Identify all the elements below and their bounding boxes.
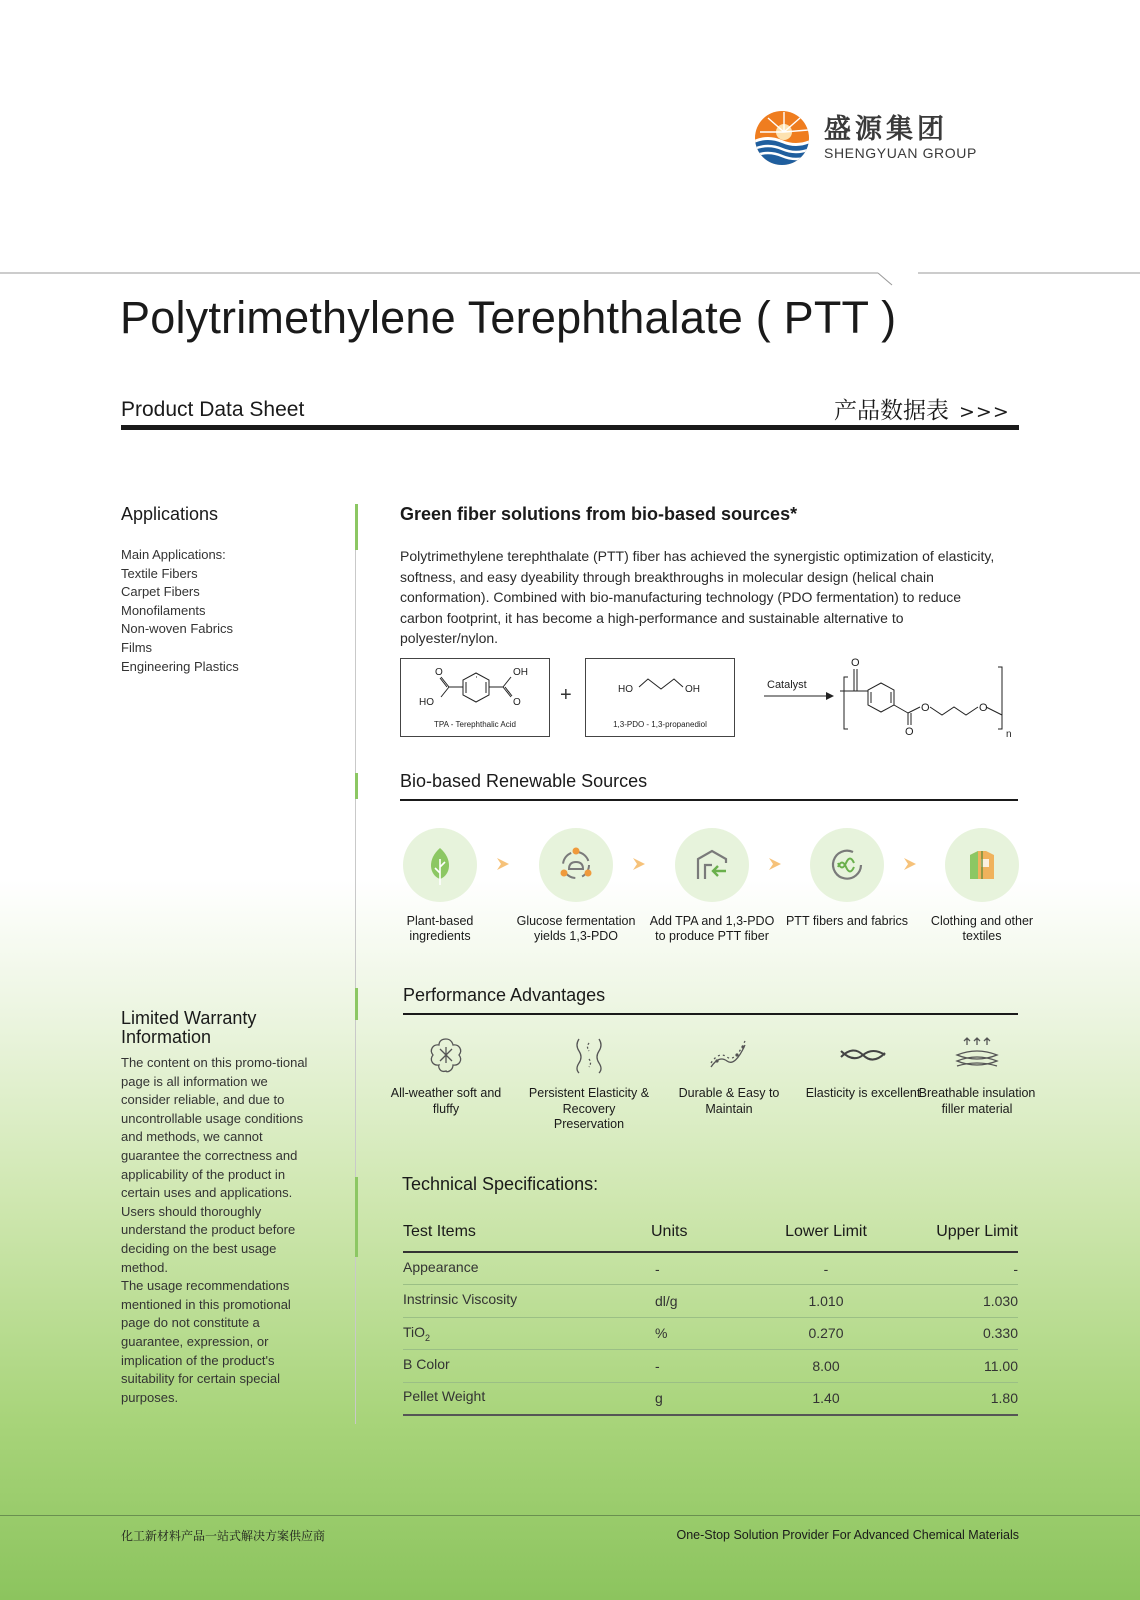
column-header: Units: [651, 1212, 756, 1252]
warranty-body: [121, 1054, 316, 1407]
spec-lower: 1.010: [756, 1285, 896, 1318]
spec-lower: 0.270: [756, 1317, 896, 1350]
pdo-structure-box: [585, 658, 735, 737]
atom-label: HO: [618, 684, 633, 695]
atom-label: O: [513, 697, 521, 708]
atom-label: O: [921, 702, 930, 714]
advantage-item: [526, 1036, 652, 1133]
advantage-item: [666, 1036, 792, 1117]
durable-icon: [707, 1035, 751, 1075]
bio-step: [375, 828, 505, 944]
atom-label: O: [979, 702, 988, 714]
spec-unit: %: [651, 1317, 756, 1350]
bio-step-circle: [945, 828, 1019, 902]
bio-step-label: PTT fibers and fabrics: [785, 914, 909, 928]
application-item: Textile Fibers: [121, 565, 198, 581]
spec-unit: -: [651, 1350, 756, 1383]
tpa-molecule-icon: [401, 659, 551, 719]
application-item: Carpet Fibers: [121, 584, 200, 600]
advantage-label: Elasticity is excellent: [805, 1086, 921, 1100]
table-row: [403, 1252, 1018, 1285]
advantage-label: Breathable insulation filler material: [918, 1086, 1036, 1116]
subtitle-marker: >>>: [959, 401, 1010, 423]
applications-title: Applications: [121, 504, 219, 524]
spec-lower: -: [756, 1252, 896, 1285]
spec-unit: -: [651, 1252, 756, 1285]
subtitle-cn: [834, 392, 1010, 425]
warranty-paragraph: Users should thoroughly understand the product before deciding on the best usage method.: [121, 1203, 296, 1275]
bio-step: [511, 828, 641, 944]
atom-label: OH: [513, 667, 528, 678]
applications-list: [121, 546, 239, 676]
bio-step-circle: [403, 828, 477, 902]
step-arrow-icon: [631, 856, 647, 872]
atom-label: HO: [419, 697, 434, 708]
section-marker: [355, 1177, 358, 1257]
spring-icon: [837, 1035, 889, 1075]
spec-unit: g: [651, 1382, 756, 1415]
spec-item: TiO$_2$: [403, 1317, 651, 1350]
page-title: Polytrimethylene Terephthalate ( PTT ): [120, 292, 897, 343]
brand-name-en: SHENGYUAN GROUP: [824, 145, 977, 161]
leaf-icon: [423, 845, 457, 885]
spec-item: Instrinsic Viscosity: [403, 1285, 651, 1318]
spec-item: B Color: [403, 1350, 651, 1383]
bio-step-circle: [810, 828, 884, 902]
specs-table: [403, 1212, 1018, 1416]
specs-heading: Technical Specifications:: [402, 1174, 599, 1194]
advantage-item: [800, 1036, 926, 1102]
bio-step: [647, 828, 777, 944]
footer-divider: [0, 1515, 1140, 1516]
advantage-label: Durable & Easy to Maintain: [678, 1086, 780, 1116]
applications-intro: Main Applications:: [121, 547, 226, 562]
step-arrow-icon: [495, 856, 511, 872]
spec-upper: -: [896, 1252, 1018, 1285]
spec-lower: 8.00: [756, 1350, 896, 1383]
soft-fluffy-icon: [426, 1035, 466, 1075]
reaction-arrow-icon: [764, 690, 834, 702]
bio-step-circle: [675, 828, 749, 902]
tpa-structure-box: [400, 658, 550, 737]
spec-item: Appearance: [403, 1252, 651, 1285]
step-arrow-icon: [902, 856, 918, 872]
elasticity-icon: [569, 1035, 609, 1075]
application-item: Films: [121, 639, 153, 655]
application-item: Engineering Plastics: [121, 658, 239, 674]
table-header-row: [403, 1212, 1018, 1252]
warranty-title: Limited Warranty Information: [121, 1008, 257, 1047]
advantage-item: [914, 1036, 1040, 1117]
application-item: Non-woven Fabrics: [121, 621, 233, 637]
advantage-label: All-weather soft and fluffy: [390, 1086, 502, 1116]
breathable-icon: [951, 1035, 1003, 1075]
bio-step: [782, 828, 912, 929]
fiber-icon: [827, 845, 867, 885]
clothing-icon: [962, 845, 1002, 885]
header-divider: [0, 272, 1140, 286]
spec-lower: 1.40: [756, 1382, 896, 1415]
table-row: [403, 1285, 1018, 1318]
section-marker: [355, 504, 358, 550]
pdo-molecule-icon: [586, 659, 736, 719]
section-marker: [355, 773, 358, 799]
intro-heading: Green fiber solutions from bio-based sources*: [400, 504, 798, 524]
warranty-paragraph: The content on this promo-tional page is all information we consider reliable, and due to uncontrollable usage conditions and methods, we cannot guarantee the correctness and applicability of the product in certain uses and applications.: [121, 1055, 308, 1201]
table-row: [403, 1317, 1018, 1350]
factory-icon: [692, 845, 732, 885]
polymer-subscript: n: [1006, 729, 1012, 740]
atom-label: O: [435, 667, 443, 678]
brand-name-cn: 盛源集团: [824, 114, 948, 145]
bio-step-circle: [539, 828, 613, 902]
logo-sun-wave-icon: [754, 110, 810, 166]
bio-step-label: Add TPA and 1,3-PDO to produce PTT fiber: [649, 914, 775, 943]
spec-upper: 0.330: [896, 1317, 1018, 1350]
table-row: [403, 1382, 1018, 1415]
spec-unit: dl/g: [651, 1285, 756, 1318]
footer-slogan-cn: 化工新材料产品一站式解决方案供应商: [121, 1529, 326, 1543]
advantage-label: Persistent Elasticity & Recovery Preservation: [528, 1086, 650, 1131]
bio-step-label: Glucose fermentation yields 1,3-PDO: [516, 914, 636, 943]
ptt-polymer-icon: [840, 655, 1020, 741]
bio-step-label: Clothing and other textiles: [930, 914, 1034, 943]
atom-label: O: [905, 726, 914, 738]
spec-upper: 11.00: [896, 1350, 1018, 1383]
subtitle-en: Product Data Sheet: [121, 398, 305, 421]
pdo-caption: 1,3-PDO - 1,3-propanediol: [613, 720, 707, 729]
bio-sources-heading: Bio-based Renewable Sources: [400, 771, 1018, 801]
subtitle-cn-text: 产品数据表: [834, 398, 949, 424]
spec-item: Pellet Weight: [403, 1382, 651, 1415]
warranty-paragraph: The usage recommendations mentioned in this promotional page do not constitute a guarantee, expression, or implication of the product's suitability for certain special purposes.: [121, 1278, 291, 1405]
header-bar: [121, 425, 1019, 430]
footer-slogan-en: One-Stop Solution Provider For Advanced Chemical Materials: [676, 1528, 1019, 1542]
fermentation-icon: [556, 845, 596, 885]
tpa-caption: TPA - Terephthalic Acid: [434, 720, 516, 729]
intro-body: Polytrimethylene terephthalate (PTT) fiber has achieved the synergistic optimization of elasticity, softness, and easy dyeability through breakthroughs in molecular design (helical chain conformation). Combined with bio-manufacturing technology (PDO fermentation) to reduce carbon footprint, it has become a high-performance and sustainable alternative to polyester/nylon.: [400, 548, 995, 647]
catalyst-label: Catalyst: [767, 679, 807, 691]
table-row: [403, 1350, 1018, 1383]
atom-label: OH: [685, 684, 700, 695]
atom-label: O: [851, 657, 860, 669]
step-arrow-icon: [767, 856, 783, 872]
bio-step-label: Plant-based ingredients: [406, 914, 474, 943]
reaction-plus: +: [560, 684, 572, 706]
advantage-item: [383, 1036, 509, 1117]
column-header: Test Items: [403, 1212, 651, 1252]
performance-heading: Performance Advantages: [403, 985, 1018, 1015]
spec-upper: 1.80: [896, 1382, 1018, 1415]
column-divider: [355, 504, 356, 1424]
brand-logo: [754, 108, 1022, 168]
section-marker: [355, 988, 358, 1020]
spec-upper: 1.030: [896, 1285, 1018, 1318]
column-header: Lower Limit: [756, 1212, 896, 1252]
bio-step: [917, 828, 1047, 944]
application-item: Monofilaments: [121, 602, 206, 618]
column-header: Upper Limit: [896, 1212, 1018, 1252]
